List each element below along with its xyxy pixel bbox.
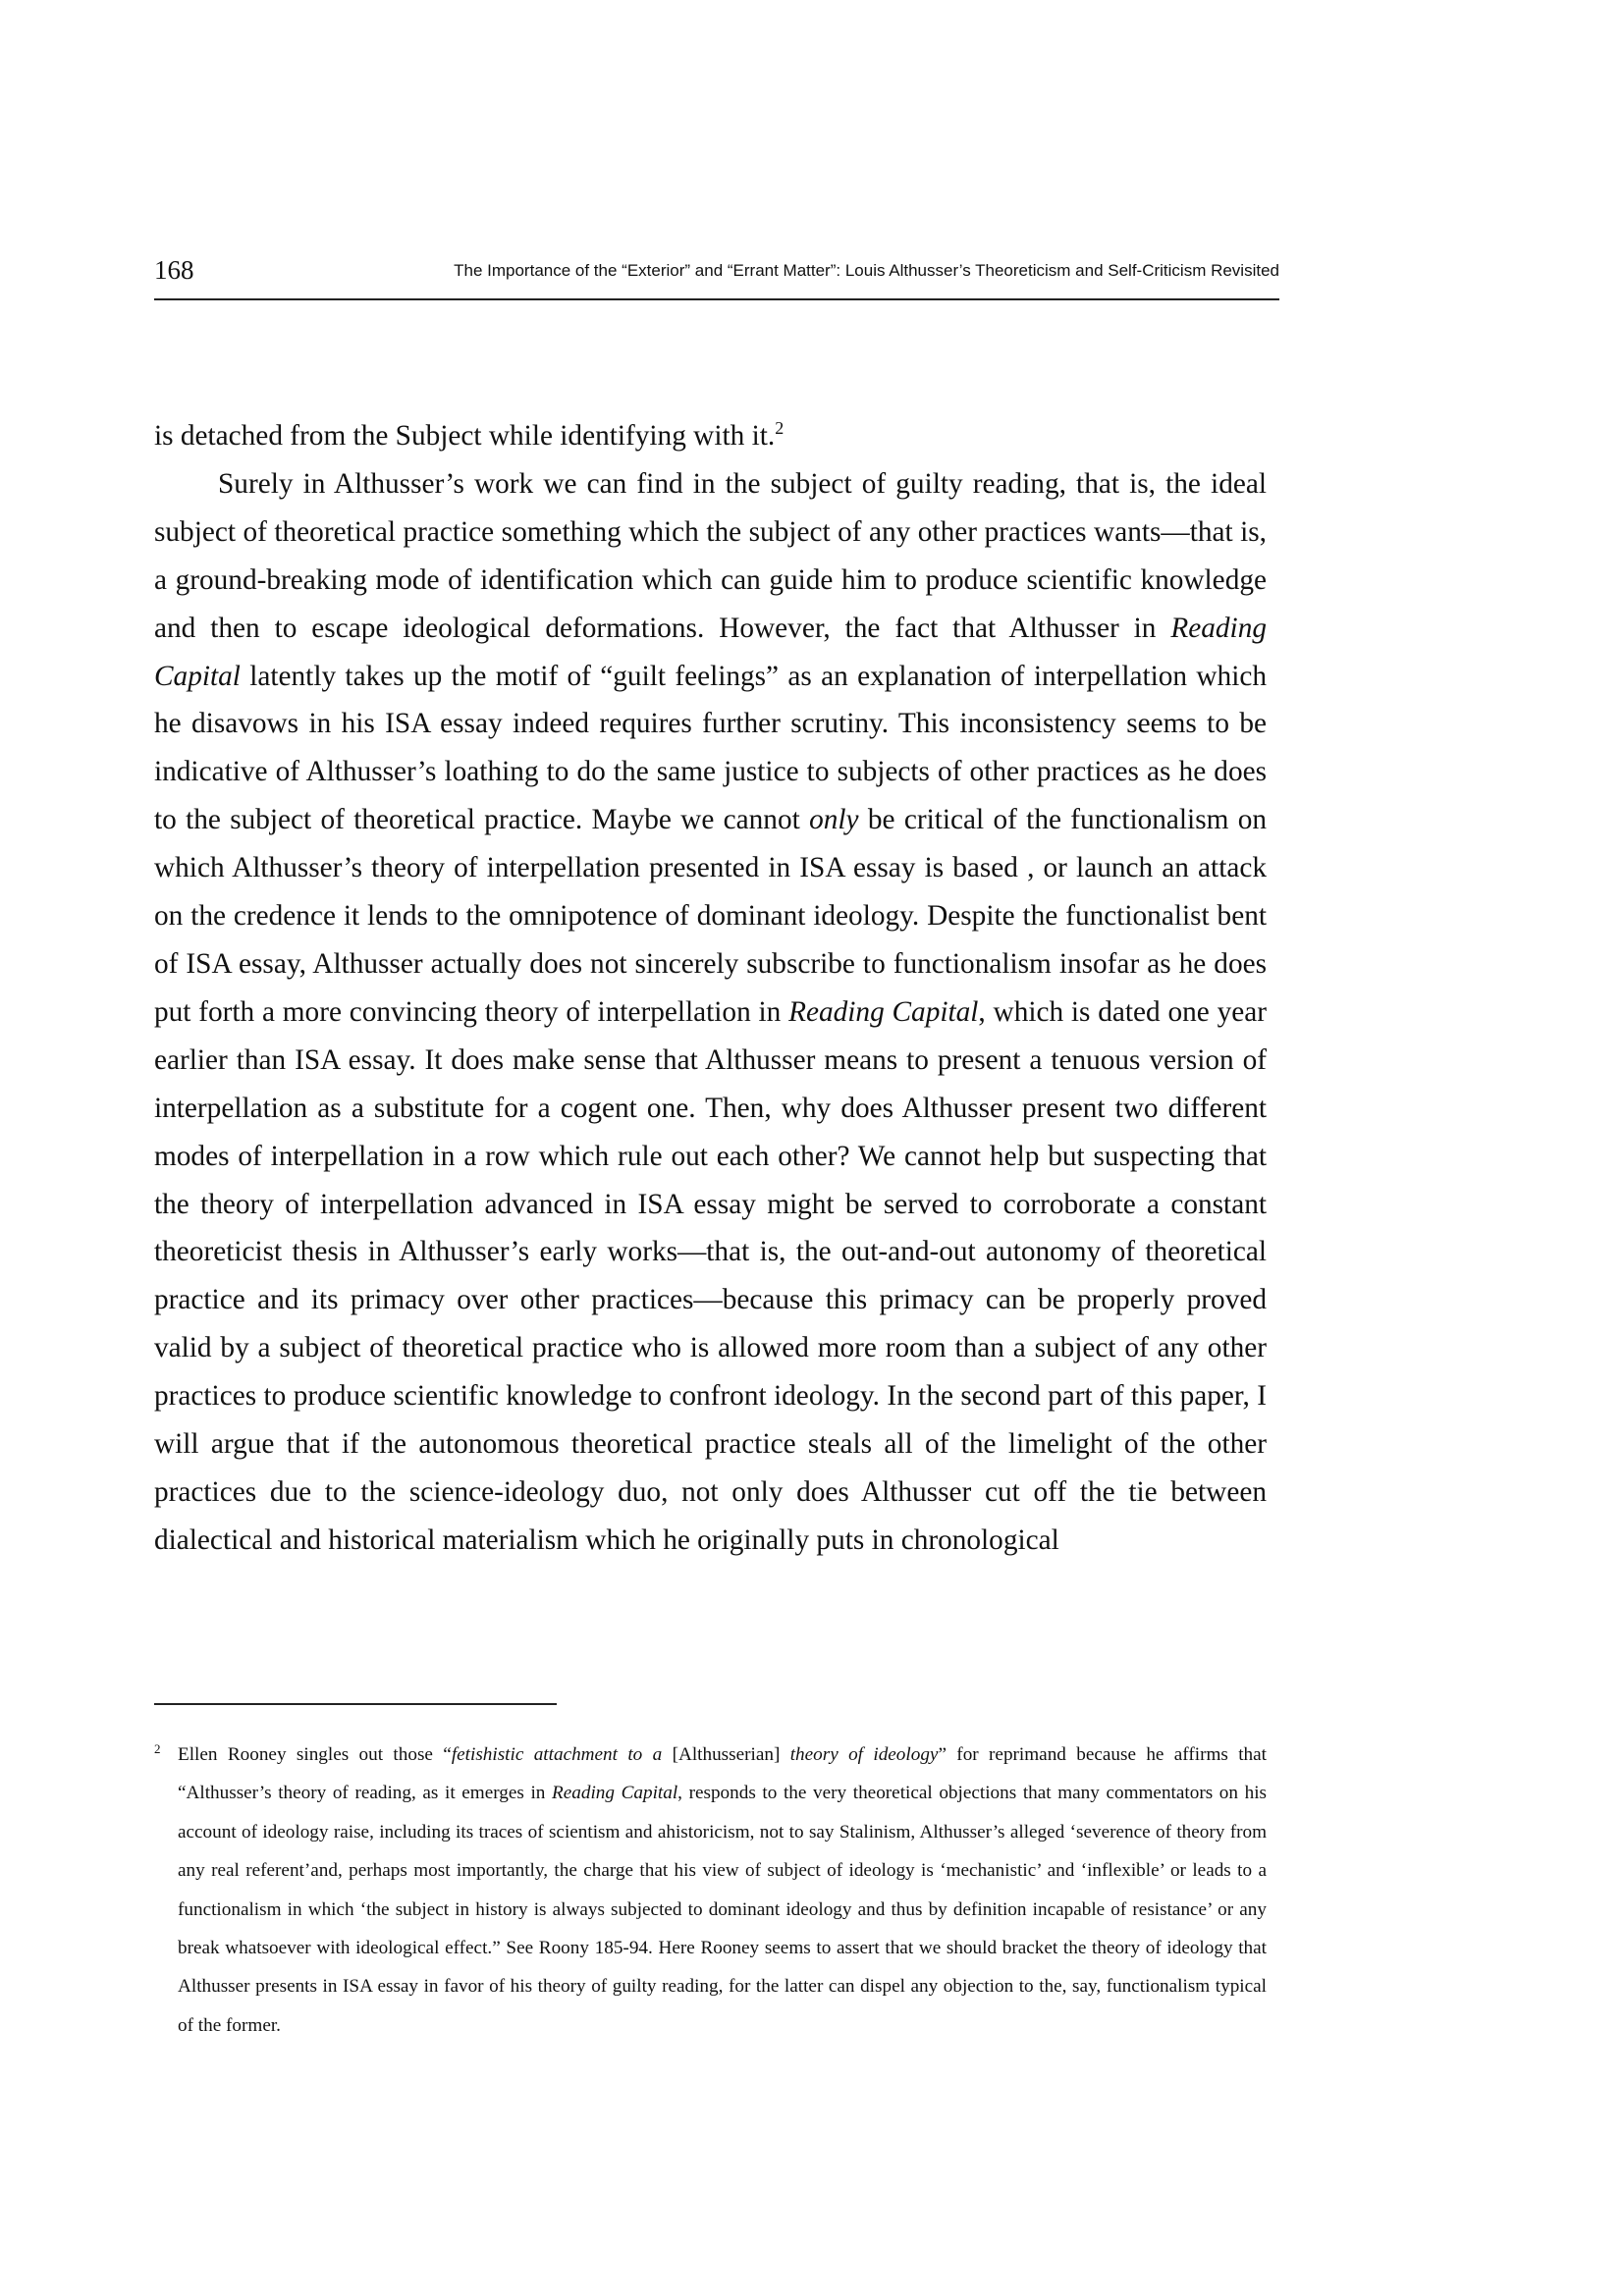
footnote-italic: theory of ideology bbox=[789, 1744, 939, 1765]
running-header bbox=[154, 253, 1279, 300]
paragraph-text: latently takes up the motif of “guilt feelings” as an explanation of interpellation which he disavows in his ISA essay indeed requires further scrutiny. This inconsistency seems to be indicative of Althusser’s loathing to do the same justice to subjects of other practices as he does to the subject of theoretical practice. Maybe we cannot bbox=[154, 660, 1267, 836]
paragraph-text: , which is dated one year earlier than ISA essay. It does make sense that Althusser means to present a tenuous version of interpellation as a substitute for a cogent one. Then, why does Althusser present two different modes of interpellation in a row which rule out each other? We cannot help but suspecting that the theory of interpellation advanced in ISA essay might be served to corroborate a constant theoreticist thesis in Althusser’s early works—that is, the out-and-out autonomy of theoretical practice and its primacy over other practices—because this primacy can be properly proved valid by a subject of theoretical practice who is allowed more room than a subject of any other practices to produce scientific knowledge to confront ideology. In the second part of this paper, I will argue that if the autonomous theoretical practice steals all of the limelight of the other practices due to the science-ideology duo, not only does Althusser cut off the tie between dialectical and historical materialism which he originally puts in chronological bbox=[154, 995, 1267, 1556]
body-text bbox=[154, 412, 1267, 1565]
footnote-reference[interactable]: 2 bbox=[775, 418, 785, 439]
paragraph bbox=[154, 412, 1267, 460]
paragraph-text: Surely in Althusser’s work we can find in the subject of guilty reading, that is, the ideal subject of theoretical practice something which the subject of any other practices wants—that is, a ground-breaking mode of identification which can guide him to produce scientific knowledge and then to escape ideological deformations. However, the fact that Althusser in bbox=[154, 467, 1267, 644]
paragraph-text: is detached from the Subject while identifying with it. bbox=[154, 420, 776, 452]
footnote-segment: [Althusserian] bbox=[662, 1744, 790, 1765]
page-number: 168 bbox=[154, 255, 194, 285]
footnote-segment: Ellen Rooney singles out those “ bbox=[178, 1744, 452, 1765]
footnote-separator bbox=[154, 1703, 557, 1705]
running-title: The Importance of the “Exterior” and “Errant Matter”: Louis Althusser’s Theoreticism and Self-Criticism Revisited bbox=[454, 261, 1279, 280]
footnote-segment: ” for reprimand because he affirms that “Althusser’s theory of reading, as it emerges in bbox=[178, 1744, 1267, 1804]
footnote-italic: fetishistic attachment to a bbox=[451, 1744, 663, 1765]
italic-title: Reading Capital bbox=[788, 995, 979, 1028]
footnote-italic: Reading Capital bbox=[552, 1783, 678, 1804]
footnote-segment: , responds to the very theoretical objections that many commentators on his account of ideology raise, including its traces of scientism and ahistoricism, not to say Stalinism, Althusser’s alleged ‘severence of theory from any real referent’and, perhaps most importantly, the charge that his view of subject of ideology is ‘mechanistic’ and ‘inflexible’ or leads to a functionalism in which ‘the subject in history is always subjected to dominant ideology and thus by definition incapable of resistance’ or any break whatsoever with ideological effect.” See Roony 185-94. Here Rooney seems to assert that we should bracket the theory of ideology that Althusser presents in ISA essay in favor of his theory of guilty reading, for the latter can dispel any objection to the, say, functionalism typical of the former. bbox=[178, 1783, 1267, 2036]
paragraph bbox=[154, 460, 1267, 1565]
footnote-text: 2 Ellen Rooney singles out those “fetishistic attachment to a [Althusserian] theory of ideology” for reprimand because he affirms that “Althusser’s theory of reading, as it emerges in Reading Capital, responds to the very theoretical objections that many commentators on his account of ideology raise, including its traces of scientism and ahistoricism, not to say Stalinism, Althusser’s alleged ‘severence of theory from any real referent’and, perhaps most importantly, the charge that his view of subject of ideology is ‘mechanistic’ and ‘inflexible’ or leads to a functionalism in which ‘the subject in history is always subjected to dominant ideology and thus by definition incapable of resistance’ or any break whatsoever with ideological effect.” See Roony 185-94. Here Rooney seems to assert that we should bracket the theory of ideology that Althusser presents in ISA essay in favor of his theory of guilty reading, for the latter can dispel any objection to the, say, functionalism typical of the former. bbox=[154, 1740, 1267, 2036]
italic-emphasis: only bbox=[809, 804, 859, 836]
paragraph-text: be critical of the functionalism on which Althusser’s theory of interpellation presented in ISA essay is based , or launch an attack on the credence it lends to the omnipotence of dominant ideology. Despite the functionalist bent of ISA essay, Althusser actually does not sincerely subscribe to functionalism insofar as he does put forth a more convincing theory of interpellation in bbox=[154, 804, 1268, 1028]
italic-title: Reading Capital bbox=[154, 612, 1267, 692]
footnote bbox=[154, 1735, 1267, 2045]
